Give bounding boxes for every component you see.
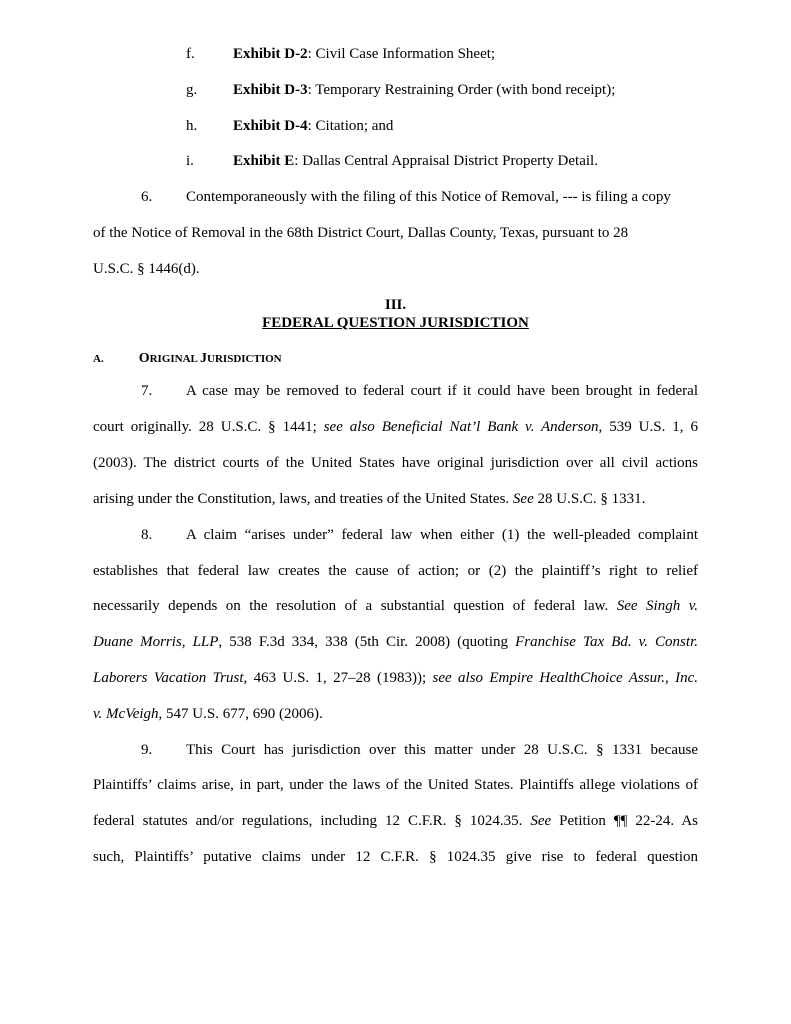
text-run: arising under the Constitution, laws, and treaties of the United States. bbox=[93, 491, 513, 507]
paragraph-number: 8. bbox=[141, 527, 153, 543]
list-text bbox=[233, 45, 495, 63]
exhibit-name: Exhibit D-3 bbox=[233, 82, 308, 98]
paragraph-line: A claim “arises under” federal law when either (1) the well-pleaded complaint bbox=[186, 527, 698, 543]
paragraph-line: (2003). The district courts of the United States have original jurisdiction over all civil actions bbox=[93, 455, 698, 471]
paragraph-line: U.S.C. § 1446(d). bbox=[93, 261, 200, 277]
section-title: FEDERAL QUESTION JURISDICTION bbox=[262, 315, 529, 331]
exhibit-desc: : Temporary Restraining Order (with bond receipt); bbox=[307, 82, 616, 98]
citation: see also Empire HealthChoice Assur., Inc. bbox=[432, 670, 699, 686]
citation: See Singh v. bbox=[616, 598, 698, 614]
list-text bbox=[233, 81, 615, 99]
paragraph-number: 9. bbox=[141, 742, 153, 758]
text-run: , 538 F.3d 334, 338 (5th Cir. 2008) (quoting bbox=[218, 634, 516, 650]
signal: See bbox=[530, 813, 552, 829]
signal: See bbox=[512, 491, 534, 507]
exhibit-name: Exhibit E bbox=[233, 153, 295, 169]
text-run: federal statutes and/or regulations, including 12 C.F.R. § 1024.35. bbox=[93, 813, 531, 829]
exhibit-name: Exhibit D-4 bbox=[233, 118, 308, 134]
paragraph-line bbox=[93, 812, 698, 830]
list-letter: f. bbox=[186, 46, 195, 62]
paragraph-number: 6. bbox=[141, 189, 153, 205]
text-run: , 539 U.S. 1, 6 bbox=[598, 419, 698, 435]
exhibit-desc: : Citation; and bbox=[307, 118, 394, 134]
subheading bbox=[93, 349, 282, 368]
citation: v. McVeigh bbox=[93, 706, 159, 722]
exhibit-desc: : Dallas Central Appraisal District Property Detail. bbox=[294, 153, 598, 169]
text-run: , 463 U.S. 1, 27–28 (1983)); bbox=[243, 670, 433, 686]
text-run: Petition ¶¶ 22-24. As bbox=[551, 813, 698, 829]
list-text bbox=[233, 117, 393, 135]
list-letter: h. bbox=[186, 118, 198, 134]
paragraph-line: A case may be removed to federal court if it could have been brought in federal bbox=[186, 383, 698, 399]
text-run: necessarily depends on the resolution of a substantial question of federal law. bbox=[93, 598, 617, 614]
text-run: , 547 U.S. 677, 690 (2006). bbox=[158, 706, 323, 722]
citation: see also Beneficial Nat’l Bank v. Anderson bbox=[323, 419, 599, 435]
text-run: 28 U.S.C. § 1331. bbox=[533, 491, 646, 507]
paragraph-line bbox=[93, 597, 698, 615]
paragraph-line: of the Notice of Removal in the 68th District Court, Dallas County, Texas, pursuant to 28 bbox=[93, 225, 629, 241]
paragraph-line bbox=[93, 669, 698, 687]
exhibit-desc: : Civil Case Information Sheet; bbox=[307, 46, 496, 62]
paragraph-line: Plaintiffs’ claims arise, in part, under the laws of the United States. Plaintiffs allege violations of bbox=[93, 777, 698, 793]
list-letter: i. bbox=[186, 153, 194, 169]
subheading-cap: O bbox=[138, 351, 150, 366]
list-text bbox=[233, 152, 598, 170]
paragraph-line: such, Plaintiffs’ putative claims under 12 C.F.R. § 1024.35 give rise to federal question bbox=[93, 849, 698, 865]
subheading-cap: J bbox=[200, 351, 208, 366]
paragraph-line: This Court has jurisdiction over this matter under 28 U.S.C. § 1331 because bbox=[186, 742, 698, 758]
text-run: court originally. 28 U.S.C. § 1441; bbox=[93, 419, 324, 435]
paragraph-line: Contemporaneously with the filing of this Notice of Removal, --- is filing a copy bbox=[186, 189, 671, 205]
subheading-rest: RIGINAL bbox=[149, 353, 201, 365]
subheading-letter: A. bbox=[93, 353, 104, 365]
exhibit-name: Exhibit D-2 bbox=[233, 46, 308, 62]
citation: Laborers Vacation Trust bbox=[93, 670, 244, 686]
paragraph-line bbox=[93, 418, 698, 436]
section-numeral: III. bbox=[384, 297, 407, 313]
paragraph-line bbox=[93, 705, 323, 723]
subheading-rest: URISDICTION bbox=[207, 353, 282, 365]
paragraph-number: 7. bbox=[141, 383, 153, 399]
list-letter: g. bbox=[186, 82, 198, 98]
section-title-wrap bbox=[0, 314, 791, 332]
citation: Franchise Tax Bd. v. Constr. bbox=[515, 634, 698, 650]
citation: Duane Morris, LLP bbox=[93, 634, 219, 650]
paragraph-line bbox=[93, 490, 645, 508]
paragraph-line bbox=[93, 633, 698, 651]
paragraph-line: establishes that federal law creates the cause of action; or (2) the plaintiff’s right to relief bbox=[93, 563, 698, 579]
